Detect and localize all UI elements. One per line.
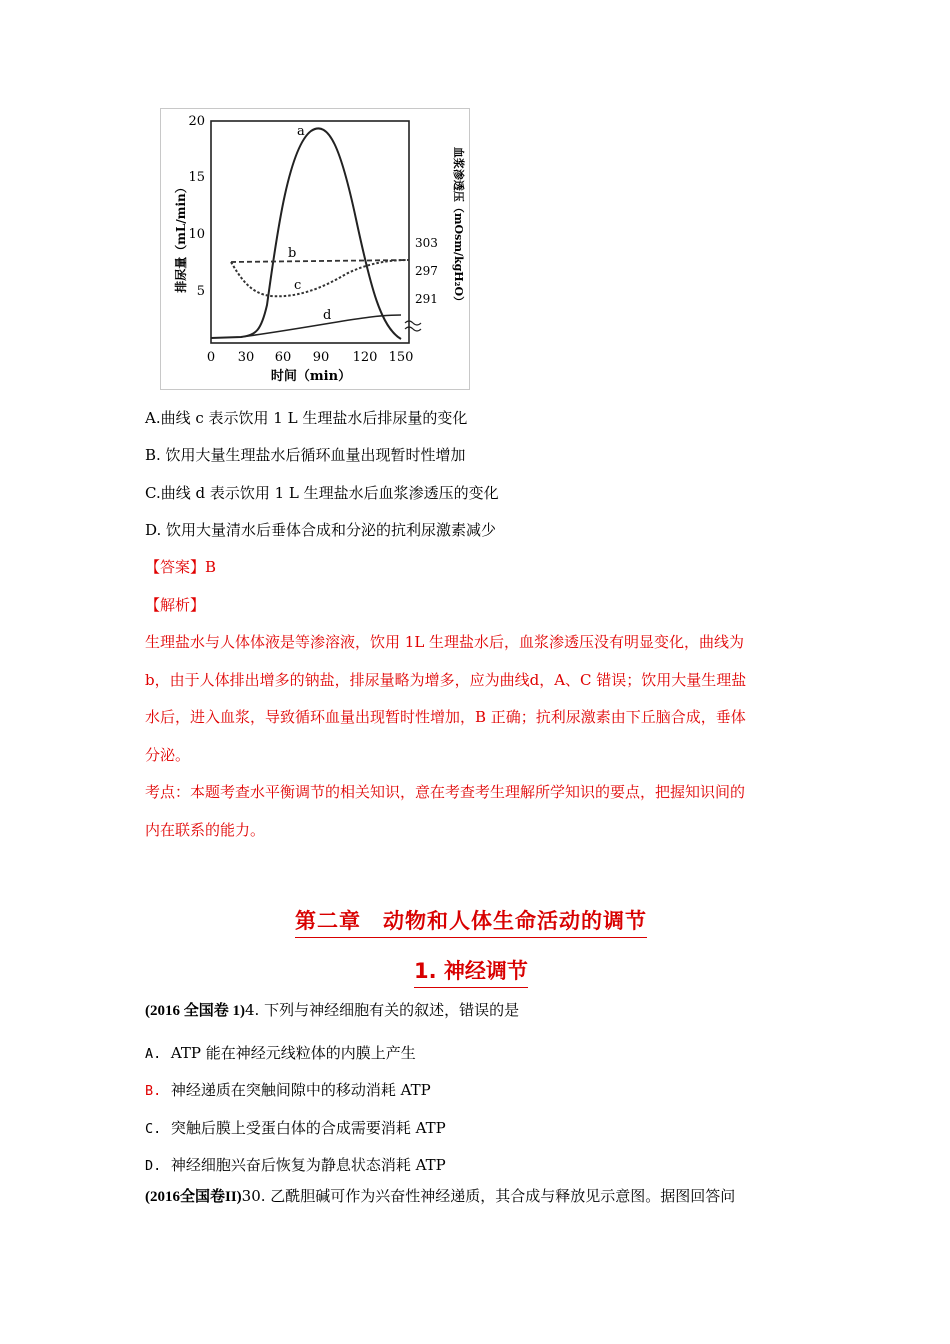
y-right-tick-297: 297 (415, 264, 438, 278)
x-tick-90: 90 (312, 350, 330, 365)
analysis-line: 水后，进入血浆，导致循环血量出现暂时性增加，B 正确；抗利尿激素由下丘脑合成，垂体 (145, 708, 746, 726)
curve-label-a: a (297, 124, 305, 139)
curve-d (241, 315, 401, 337)
q3-source: (2016全国卷II) (145, 1189, 242, 1205)
q1-answer: 【答案】B (145, 558, 217, 576)
analysis-line: b，由于人体排出增多的钠盐，排尿量略为增多，应为曲线d，A、C 错误；饮用大量生理盐 (145, 670, 747, 689)
q3-stem-line (145, 1186, 735, 1207)
q2-option-a (145, 1043, 416, 1064)
y-right-tick-291: 291 (415, 292, 438, 306)
curve-label-d: d (323, 308, 332, 323)
q2-option-letter: C. (145, 1121, 162, 1137)
q2-stem-line (145, 1000, 519, 1021)
analysis-line: 分泌。 (145, 745, 191, 764)
curve-c (231, 260, 409, 296)
osmolarity-urine-figure (160, 108, 470, 390)
q2-option-letter: B. (145, 1083, 162, 1099)
q2-option-letter: D. (145, 1158, 162, 1174)
q2-option-c (145, 1118, 446, 1139)
q1-option-a: A.曲线 c 表示饮用 1 L 生理盐水后排尿量的变化 (145, 409, 468, 427)
curve-a (211, 128, 401, 339)
x-axis-label: 时间（min） (270, 369, 352, 384)
x-tick-120: 120 (352, 350, 378, 365)
q1-option-d: D. 饮用大量清水后垂体合成和分泌的抗利尿激素减少 (145, 521, 497, 539)
q1-analysis-heading: 【解析】 (145, 596, 206, 614)
q2-option-b (145, 1080, 431, 1101)
y-right-tick-303: 303 (415, 236, 438, 250)
q1-option-c: C.曲线 d 表示饮用 1 L 生理盐水后血浆渗透压的变化 (145, 484, 499, 502)
section-title: 1. 神经调节 (414, 955, 528, 988)
y-tick-5: 5 (196, 284, 205, 299)
x-tick-150: 150 (388, 350, 414, 365)
q1-analysis (145, 624, 815, 849)
q2-stem: 4. 下列与神经细胞有关的叙述，错误的是 (245, 1001, 520, 1019)
figure-svg (161, 109, 469, 389)
axis-break-mark (405, 321, 421, 331)
y-tick-10: 10 (188, 227, 205, 242)
q2-option-d (145, 1155, 446, 1176)
q2-option-text: ATP 能在神经元线粒体的内膜上产生 (170, 1044, 416, 1062)
y-tick-15: 15 (188, 170, 205, 185)
x-tick-0: 0 (206, 350, 216, 365)
analysis-line: 内在联系的能力。 (145, 820, 266, 839)
x-tick-60: 60 (274, 350, 292, 365)
q2-option-text: 神经细胞兴奋后恢复为静息状态消耗 ATP (170, 1156, 446, 1174)
analysis-line: 生理盐水与人体体液是等渗溶液，饮用 1L 生理盐水后，血浆渗透压没有明显变化，曲线为 (145, 633, 745, 651)
y-left-label: 排尿量（mL/min） (174, 181, 188, 293)
q2-option-text: 突触后膜上受蛋白体的合成需要消耗 ATP (170, 1119, 446, 1137)
analysis-line: 考点：本题考查水平衡调节的相关知识，意在考查考生理解所学知识的要点，把握知识间的 (145, 783, 746, 801)
curve-label-b: b (288, 246, 297, 261)
q2-option-letter: A. (145, 1046, 162, 1062)
y-right-label: 血浆渗透压（mOsm/kgH₂O） (452, 146, 465, 308)
q1-option-b: B. 饮用大量生理盐水后循环血量出现暂时性增加 (145, 446, 466, 464)
x-tick-30: 30 (237, 350, 255, 365)
chapter-title: 第二章 动物和人体生命活动的调节 (295, 905, 647, 938)
q3-stem: 30. 乙酰胆碱可作为兴奋性神经递质，其合成与释放见示意图。据图回答问 (241, 1187, 736, 1205)
y-tick-20: 20 (188, 114, 205, 129)
q2-source: (2016 全国卷 1) (145, 1003, 245, 1019)
q2-option-text: 神经递质在突触间隙中的移动消耗 ATP (170, 1081, 431, 1099)
curve-label-c: c (294, 278, 302, 293)
